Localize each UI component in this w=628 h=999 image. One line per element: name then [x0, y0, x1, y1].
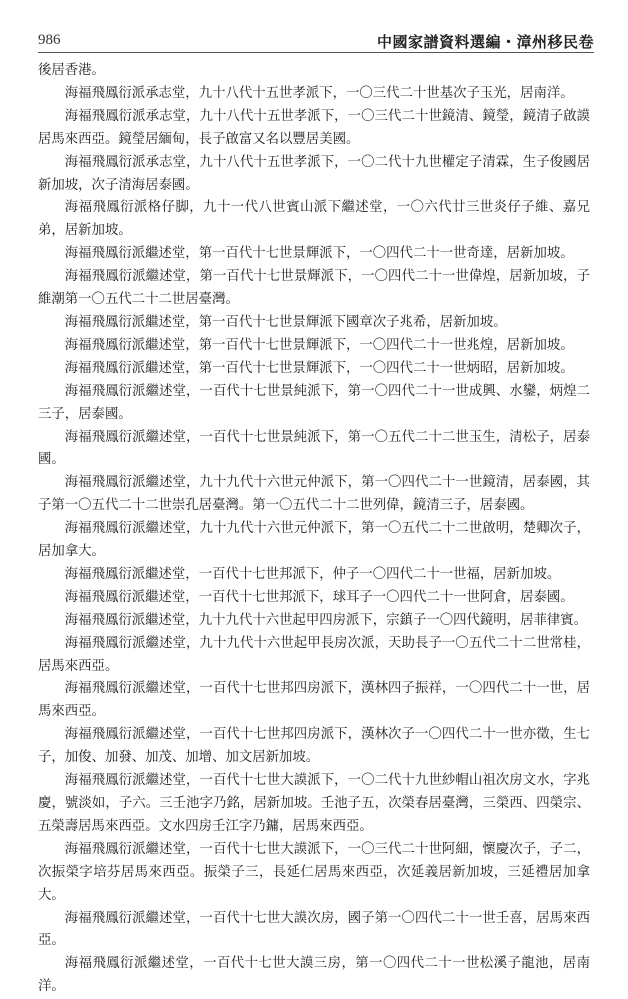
- paragraph: 海福飛鳳衍派繼述堂，一百代十七世邦派下，仲子一〇四代二十一世福，居新加坡。: [64, 566, 561, 582]
- paragraph: 海福飛鳳衍派繼述堂，九十九代十六世元仲派下，第一〇五代二十二世啟明，楚卿次子，居加拿大。: [38, 521, 590, 560]
- page-body: [38, 60, 590, 999]
- paragraph: 海福飛鳳衍派繼述堂，一百代十七世邦四房派下，漢林四子振祥，一〇四代二十一世，居馬來西亞。: [38, 681, 590, 720]
- header-rule: [38, 52, 594, 53]
- paragraph: 海福飛鳳衍派繼述堂，一百代十七世大謨三房，第一〇四代二十一世松溪子龍池，居南洋。: [38, 956, 590, 995]
- paragraph: 海福飛鳳衍派繼述堂，一百代十七世大謨派下，一〇二代十九世紗帽山祖次房文水，字兆慶，號淡如，子六。三壬池字乃銘，居新加坡。壬池子五，次榮春居臺灣，三榮西、四榮宗、五榮壽居馬來西亞。文水四房壬江字乃鏞，居馬來西亞。: [38, 773, 590, 834]
- paragraph: 海福飛鳳衍派承志堂，九十八代十五世孝派下，一〇三代二十世基次子玉光，居南洋。: [64, 85, 574, 101]
- paragraph: 海福飛鳳衍派繼述堂，九十九代十六世起甲長房次派，天助長子一〇五代二十二世常桂，居馬來西亞。: [38, 635, 590, 674]
- paragraph: 海福飛鳳衍派繼述堂，一百代十七世邦派下，球耳子一〇四代二十一世阿倉，居泰國。: [64, 589, 574, 605]
- paragraph: 海福飛鳳衍派繼述堂，第一百代十七世景輝派下，一〇四代二十一世奇達，居新加坡。: [64, 246, 574, 262]
- book-title: 中國家譜資料選編・漳州移民卷: [376, 33, 594, 51]
- paragraph: 海福飛鳳衍派承志堂，九十八代十五世孝派下，一〇二代十九世權定子清霖，生子俊國居新加坡，次子清海居泰國。: [38, 154, 590, 193]
- paragraph: 海福飛鳳衍派繼述堂，九十九代十六世起甲四房派下，宗鎮子一〇四代鏡明，居菲律賓。: [64, 612, 588, 628]
- paragraph: 海福飛鳳衍派格仔脚，九十一代八世賓山派下繼述堂，一〇六代廿三世炎仔子維、嘉兄弟，居新加坡。: [38, 200, 590, 239]
- paragraph: 海福飛鳳衍派繼述堂，第一百代十七世景輝派下，一〇四代二十一世偉煌，居新加坡，子維潮第一〇五代二十二世居臺灣。: [38, 269, 590, 308]
- paragraph: 海福飛鳳衍派繼述堂，一百代十七世大謨派下，一〇三代二十世阿細，懷慶次子，子二，次振榮字培芬居馬來西亞。振榮子三，長延仁居馬來西亞，次延義居新加坡，三延禮居加拿大。: [38, 841, 590, 903]
- paragraph: 海福飛鳳衍派繼述堂，第一百代十七世景輝派下國章次子兆希，居新加坡。: [64, 314, 507, 330]
- paragraph: 海福飛鳳衍派繼述堂，第一百代十七世景輝派下，一〇四代二十一世炳昭，居新加坡。: [64, 360, 574, 376]
- paragraph: 海福飛鳳衍派繼述堂，一百代十七世景純派下，第一〇四代二十一世成興、水鑾，炳煌二三子，居泰國。: [38, 383, 590, 422]
- paragraph: 後居香港。: [38, 63, 105, 78]
- paragraph: 海福飛鳳衍派承志堂，九十八代十五世孝派下，一〇三代二十世鏡清、鏡瑩，鏡清子啟謨居馬來西亞。鏡瑩居緬甸，長子啟富又名以豐居美國。: [38, 108, 590, 147]
- paragraph: 海福飛鳳衍派繼述堂，九十九代十六世元仲派下，第一〇四代二十一世鏡清，居泰國，其子第一〇五代二十二世崇孔居臺灣。第一〇五代二十二世列偉，鏡清三子，居泰國。: [38, 475, 590, 514]
- paragraph: 海福飛鳳衍派繼述堂，一百代十七世大謨次房，國子第一〇四代二十一世壬喜，居馬來西亞。: [38, 910, 590, 949]
- paragraph: 海福飛鳳衍派繼述堂，第一百代十七世景輝派下，一〇四代二十一世兆煌，居新加坡。: [64, 337, 574, 353]
- page-number: 986: [38, 32, 61, 48]
- paragraph: 海福飛鳳衍派繼述堂，一百代十七世邦四房派下，漢林次子一〇四代二十一世亦徵，生七子，加俊、加發、加茂、加增、加文居新加坡。: [38, 727, 590, 766]
- paragraph: 海福飛鳳衍派繼述堂，一百代十七世景純派下，第一〇五代二十二世玉生，清松子，居泰國。: [38, 429, 590, 468]
